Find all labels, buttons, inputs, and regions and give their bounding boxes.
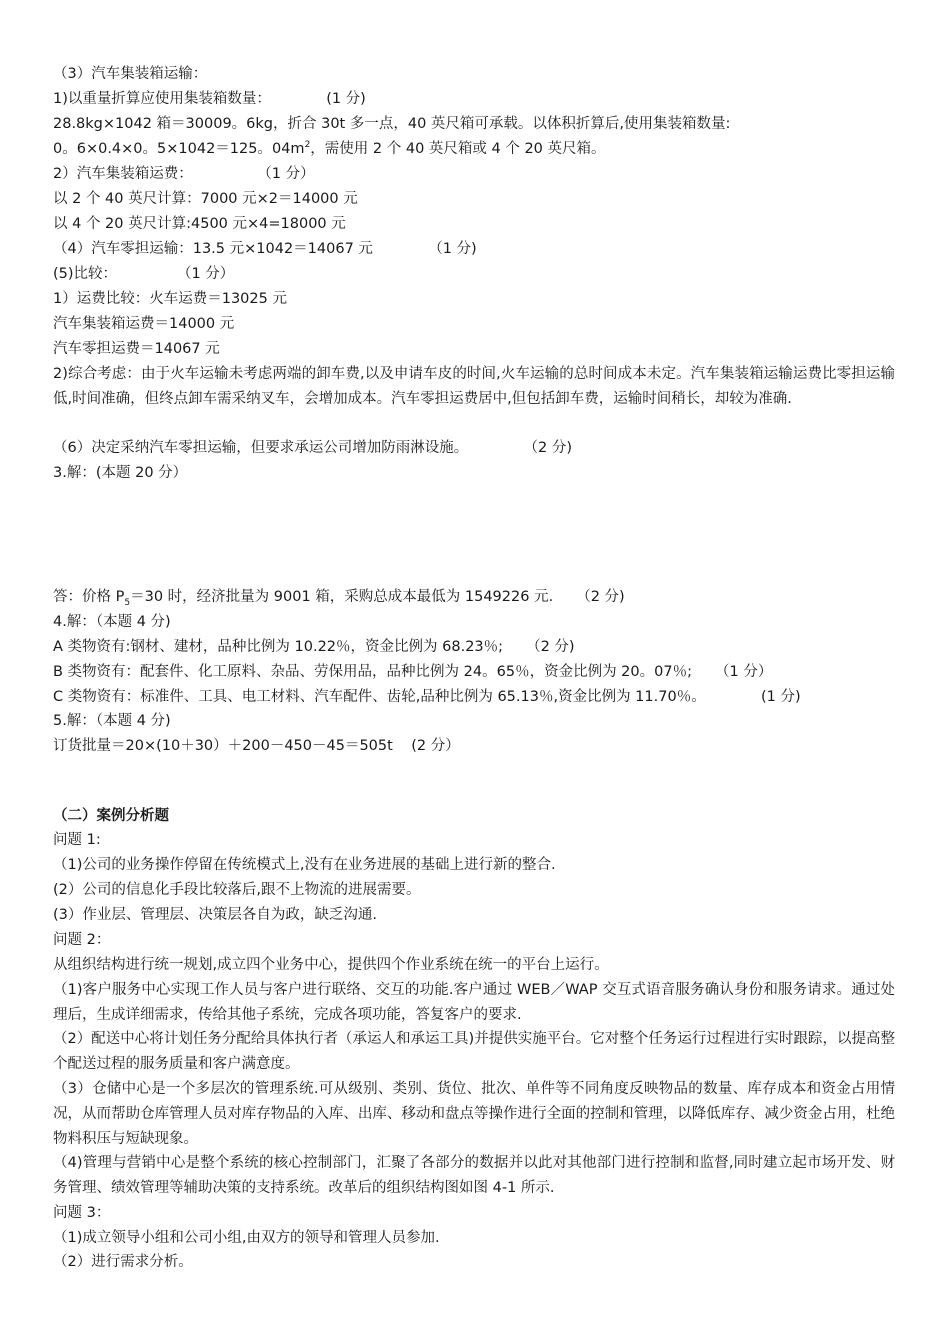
text-line: （1)公司的业务操作停留在传统模式上,没有在业务进展的基础上进行新的整合. bbox=[53, 857, 556, 873]
text-line: A 类物资有:钢材、建材，品种比例为 10.22％，资金比例为 68.23％; （2 分) bbox=[53, 639, 575, 655]
text-line: 从组织结构进行统一规划,成立四个业务中心，提供四个作业系统在统一的平台上运行。 bbox=[53, 957, 609, 973]
text-line: C 类物资有：标准件、工具、电工材料、汽车配件、齿轮,品种比例为 65.13％,资金比例为 11.70％。 (1 分) bbox=[53, 689, 801, 705]
text-paragraph: 2)综合考虑：由于火车运输未考虑两端的卸车费,以及申请车皮的时间,火车运输的总时间成本未定。汽车集装箱运输运费比零担运输低,时间准确，但终点卸车需采纳叉车，会增加成本。汽车零担运费居中,但包括卸车费，运输时间稍长，却较为准确. bbox=[53, 366, 895, 407]
text-line: 问题 3： bbox=[53, 1205, 111, 1221]
text-line: 3.解：(本题 20 分） bbox=[53, 465, 188, 481]
text-paragraph: （1)客户服务中心实现工作人员与客户进行联络、交互的功能.客户通过 WEB／WAP 交互式语音服务确认身份和服务请求。通过处理后，生成详细需求，传给其他子系统，完成各项功能，答复客户的要求. bbox=[53, 982, 895, 1023]
text-line: 问题 1: bbox=[53, 832, 101, 848]
text-line: （6）决定采纳汽车零担运输，但要求承运公司增加防雨淋设施。 （2 分) bbox=[53, 440, 573, 456]
text-segment: ＝30 时，经济批量为 9001 箱，采购总成本最低为 1549226 元. （2 分) bbox=[130, 589, 625, 605]
text-line: （1)成立领导小组和公司小组,由双方的领导和管理人员参加. bbox=[53, 1230, 440, 1246]
text-paragraph: （4)管理与营销中心是整个系统的核心控制部门，汇聚了各部分的数据并以此对其他部门进行控制和监督,同时建立起市场开发、财务管理、绩效管理等辅助决策的支持系统。改革后的组织结构图如图 4-1 所示. bbox=[53, 1155, 895, 1196]
superscript: 2 bbox=[304, 140, 311, 151]
text-line bbox=[53, 585, 625, 610]
text-line: (5)比较： （1 分） bbox=[53, 266, 235, 282]
text-line: 问题 2： bbox=[53, 932, 111, 948]
text-line: 订货批量＝20×(10＋30）＋200－450－45＝505t (2 分） bbox=[53, 738, 460, 754]
text-line: 5.解：（本题 4 分) bbox=[53, 713, 171, 729]
text-line: 1)以重量折算应使用集装箱数量： (1 分) bbox=[53, 91, 366, 107]
text-paragraph: （2）配送中心将计划任务分配给具体执行者（承运人和承运工具)并提供实施平台。它对整个任务运行过程进行实时跟踪，以提高整个配送过程的服务质量和客户满意度。 bbox=[53, 1031, 895, 1072]
text-segment: 答：价格 P bbox=[53, 589, 125, 605]
text-line: （3）汽车集装箱运输： bbox=[53, 66, 208, 82]
text-line: 2）汽车集装箱运费： （1 分） bbox=[53, 166, 315, 182]
text-line bbox=[53, 137, 606, 162]
text-line: 28.8kg×1042 箱＝30009。6kg，折合 30t 多一点，40 英尺箱可承载。以体积折算后,使用集装箱数量: bbox=[53, 116, 731, 132]
text-line: (2）公司的信息化手段比较落后,跟不上物流的进展需要。 bbox=[53, 882, 421, 898]
text-line: 汽车集装箱运费＝14000 元 bbox=[53, 316, 235, 332]
text-line: 4.解：（本题 4 分) bbox=[53, 614, 171, 630]
subscript: 5 bbox=[124, 597, 131, 608]
text-line: （4）汽车零担运输：13.5 元×1042＝14067 元 （1 分) bbox=[53, 241, 477, 257]
text-line: 1）运费比较：火车运费＝13025 元 bbox=[53, 291, 287, 307]
text-line: (3）作业层、管理层、决策层各自为政，缺乏沟通. bbox=[53, 907, 377, 923]
text-line: 以 2 个 40 英尺计算：7000 元×2＝14000 元 bbox=[53, 191, 358, 207]
text-line: 汽车零担运费＝14067 元 bbox=[53, 341, 220, 357]
section-heading: （二）案例分析题 bbox=[53, 808, 169, 824]
text-segment: ，需使用 2 个 40 英尺箱或 4 个 20 英尺箱。 bbox=[310, 141, 606, 157]
text-line: （2）进行需求分析。 bbox=[53, 1254, 193, 1270]
text-segment: 0。6×0.4×0。5×1042＝125。04m bbox=[53, 141, 305, 157]
text-paragraph: （3）仓储中心是一个多层次的管理系统.可从级别、类别、货位、批次、单件等不同角度反映物品的数量、库存成本和资金占用情况，从而帮助仓库管理人员对库存物品的入库、出库、移动和盘点等操作进行全面的控制和管理，以降低库存、减少资金占用，杜绝物料积压与短缺现象。 bbox=[53, 1081, 895, 1147]
text-line: B 类物资有：配套件、化工原料、杂品、劳保用品，品种比例为 24。65％，资金比例为 20。07％; （1 分） bbox=[53, 664, 773, 680]
text-line: 以 4 个 20 英尺计算:4500 元×4=18000 元 bbox=[53, 216, 346, 232]
